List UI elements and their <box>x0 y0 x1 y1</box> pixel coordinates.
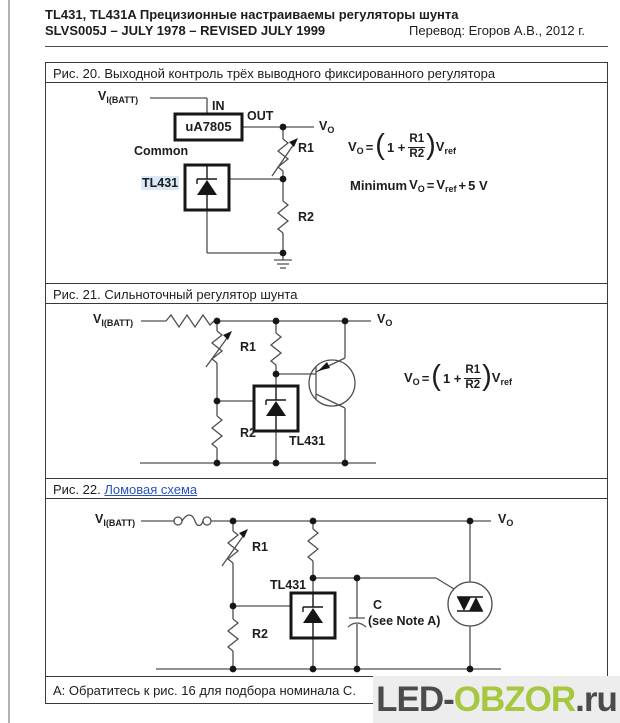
node-dot <box>230 518 237 525</box>
tl431-label: TL431 <box>142 176 179 190</box>
page-header <box>45 7 608 39</box>
translation-credit: Перевод: Егоров А.В., 2012 г. <box>409 23 585 38</box>
vo-label: $V_O$ <box>319 119 335 135</box>
logo-obzor: OBZOR <box>453 679 576 719</box>
figures-frame <box>45 62 608 704</box>
tl431-label: TL431 <box>289 434 326 448</box>
note-a: A: Обратитесь к рис. 16 для подбора номинала C. <box>53 683 356 698</box>
out-pin-label: OUT <box>247 109 274 123</box>
vi-batt-label: $V_{I(BATT)}$ <box>98 89 139 105</box>
triac-symbol <box>457 597 483 611</box>
fig20-circuit <box>46 83 607 284</box>
logo-led: LED- <box>376 679 454 719</box>
node-dot <box>273 371 280 378</box>
led-obzor-logo <box>373 676 620 723</box>
r1-label: R1 <box>240 340 256 354</box>
node-dot <box>467 518 474 525</box>
node-dot <box>342 460 349 467</box>
node-dot <box>310 575 317 582</box>
vi-batt-label: $V_{I(BATT)}$ <box>93 312 134 328</box>
fig20-formula-min: Minimum $V_O$ = $V_{ref}$ + 5 V <box>350 177 488 194</box>
fig22-circuit <box>46 499 607 677</box>
variable-resistor-arrow <box>222 532 246 566</box>
node-dot <box>273 318 280 325</box>
fig22-caption-link[interactable]: Ломовая схема <box>104 482 198 497</box>
r2-label: R2 <box>240 426 256 440</box>
arrowhead-icon <box>239 529 248 538</box>
common-label: Common <box>134 144 189 158</box>
node-dot <box>280 250 287 257</box>
tl431-label: TL431 <box>270 578 307 592</box>
in-pin-label: IN <box>212 99 225 113</box>
tl431-symbol-icon <box>303 594 323 638</box>
doc-revision: SLVS005J – JULY 1978 – REVISED JULY 1999 <box>45 23 326 38</box>
arrowhead-icon <box>223 331 232 340</box>
arrowhead-icon <box>289 138 298 147</box>
fuse-terminal <box>203 517 211 525</box>
fig20-formula-vo: $V_O$ = ( 1 + $\frac{R1}{R2}$ ) $V_{ref}$ <box>348 129 456 162</box>
fig21-circuit <box>46 304 607 479</box>
fig21-formula-vo: $V_O$ = ( 1 + $\frac{R1}{R2}$ ) $V_{ref}$ <box>404 360 512 393</box>
fig20-circuit-svg <box>46 83 607 283</box>
fig20-caption: Рис. 20. Выходной контроль трёх выводного фиксированного регулятора <box>46 63 607 83</box>
fig21-caption: Рис. 21. Сильноточный регулятор шунта <box>46 284 607 304</box>
node-dot <box>214 460 221 467</box>
r2-label: R2 <box>252 627 268 641</box>
node-dot <box>214 318 221 325</box>
fig22-caption-prefix: Рис. 22. <box>53 482 105 497</box>
vo-label: $V_O$ <box>377 312 393 328</box>
fuse-icon <box>182 515 203 526</box>
node-dot <box>230 603 237 610</box>
ua7805-label: uA7805 <box>185 119 232 134</box>
doc-title: TL431, TL431A Прецизионные настраиваемы регуляторы шунта <box>45 7 459 22</box>
logo-ru: .ru <box>575 679 617 719</box>
vo-label: $V_O$ <box>498 512 514 528</box>
node-dot <box>354 575 361 582</box>
r1-label: R1 <box>252 540 268 554</box>
header-divider <box>45 46 608 47</box>
tl431-symbol-icon <box>197 166 217 210</box>
triac-icon <box>448 582 492 626</box>
node-dot <box>354 666 361 673</box>
scan-edge-strip <box>8 0 10 723</box>
ground-icon <box>274 260 292 268</box>
tl431-symbol-icon <box>266 387 286 431</box>
fig21-circuit-svg <box>46 304 607 478</box>
capacitor-icon <box>348 578 366 669</box>
fig21-nodes <box>214 318 349 467</box>
node-dot <box>214 398 221 405</box>
node-dot <box>230 666 237 673</box>
node-dot <box>273 460 280 467</box>
capacitor-note-label: (see Note A) <box>368 614 441 628</box>
node-dot <box>310 518 317 525</box>
fig22-caption <box>46 479 607 499</box>
vi-batt-label: $V_{I(BATT)}$ <box>95 512 136 528</box>
node-dot <box>342 318 349 325</box>
node-dot <box>467 666 474 673</box>
node-dot <box>310 666 317 673</box>
r2-label: R2 <box>298 210 314 224</box>
r1-label: R1 <box>298 141 314 155</box>
capacitor-label: C <box>373 598 383 612</box>
node-dot <box>280 124 287 131</box>
node-dot <box>280 176 287 183</box>
fuse-terminal <box>174 517 182 525</box>
fig21-wires <box>140 315 376 463</box>
